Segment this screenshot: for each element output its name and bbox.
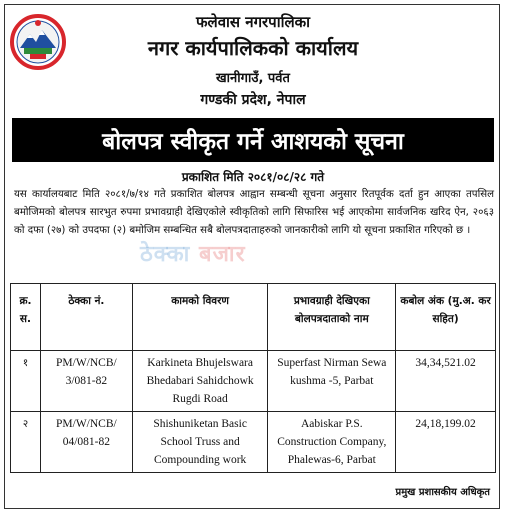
header-sn: क्र. स. — [11, 284, 41, 351]
row-amount: 24,18,199.02 — [396, 412, 496, 473]
row-work: Shishuniketan Basic School Truss and Compounding work — [132, 412, 268, 473]
watermark-part-2: बजार — [199, 242, 246, 267]
watermark-part-1: ठेक्का — [140, 242, 191, 267]
office-name: नगर कार्यपालिकको कार्यालय — [147, 36, 359, 60]
table-header-row — [11, 284, 496, 351]
row-bidder: Aabiskar P.S. Construction Company, Phalewas-6, Parbat — [268, 412, 396, 473]
header-contract-no: ठेक्का नं. — [40, 284, 132, 351]
signatory-title: प्रमुख प्रशासकीय अधिकृत — [395, 487, 490, 498]
table-row — [11, 412, 496, 473]
notice-body: यस कार्यालयबाट मिति २०८१/७/१४ गते प्रकाशित बोलपत्र आह्वान सम्बन्धी सूचना अनुसार रितपूर्वक दर्ता हुन आएका तपसिल बमोजिमको बोलपत्र सारभुत रुपमा प्रभावग्राही देखिएकोले स्वीकृतिको लागि सिफारिस भई आएकोमा सार्वजनिक खरिद ऐन, २०६३ को दफा (२७) को उपदफा (२) बमोजिम सम्बन्धित सबै बोलपत्रदाताहरुको जानकारीको लागि यो सूचना प्रकाशित गरिएको छ । — [14, 189, 494, 236]
table-row — [11, 351, 496, 412]
row-contract-no: PM/W/NCB/ 04/081-82 — [40, 412, 132, 473]
row-contract-no: PM/W/NCB/ 3/081-82 — [40, 351, 132, 412]
office-location: खानीगाउँ, पर्वत — [216, 71, 290, 86]
municipality-name: फलेवास नगरपालिका — [195, 13, 311, 31]
header-amount: कबोल अंक (मु.अ. कर सहित) — [396, 284, 496, 351]
published-date: प्रकाशित मिति २०८१/०८/२८ गते — [181, 170, 325, 184]
notice-title-banner — [12, 118, 494, 162]
row-work: Karkineta Bhujelswara Bhedabari Sahidchowk Rugdi Road — [132, 351, 268, 412]
notice-title: बोलपत्र स्वीकृत गर्ने आशयको सूचना — [102, 129, 404, 155]
province-name: गण्डकी प्रदेश, नेपाल — [200, 92, 306, 108]
row-sn: १ — [11, 351, 41, 412]
row-bidder: Superfast Nirman Sewa kushma -5, Parbat — [268, 351, 396, 412]
tender-table — [10, 283, 496, 473]
header-work: कामको विवरण — [132, 284, 268, 351]
row-sn: २ — [11, 412, 41, 473]
row-amount: 34,34,521.02 — [396, 351, 496, 412]
watermark — [140, 238, 246, 268]
header-bidder: प्रभावग्राही देखिएका बोलपत्रदाताको नाम — [268, 284, 396, 351]
